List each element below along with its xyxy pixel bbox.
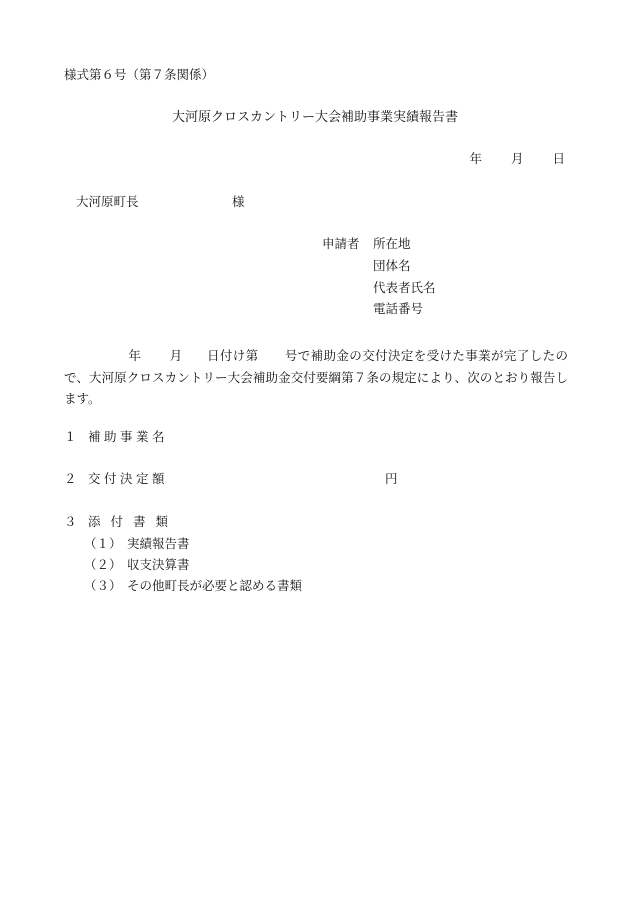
item-number-3: ３ (64, 514, 77, 529)
applicant-label: 申請者 (322, 236, 360, 251)
date-month: 月 (510, 151, 524, 166)
body-text: 号で補助金の交付決定を受けた事業が完了したので、大河原クロスカントリー大会補助金交付要綱第７条の規定により、次のとおり報告します。 (64, 348, 568, 406)
date-year: 年 (469, 151, 482, 166)
form-number: 様式第６号（第７条関係） (64, 67, 215, 82)
item-unit-yen: 円 (385, 471, 398, 486)
item-number-1: １ (64, 429, 77, 444)
document-title: 大河原クロスカントリー大会補助事業実績報告書 (171, 110, 458, 125)
item-label-attachments (88, 516, 178, 529)
date-day: 日 (552, 151, 565, 166)
attachments-heading: 添付書類 (88, 514, 179, 529)
item-label-project-name: 補助事業名 (88, 429, 169, 444)
applicant-field-representative: 代表者氏名 (373, 280, 436, 295)
applicant-field-organization: 団体名 (373, 258, 411, 273)
body-year: 年 (128, 348, 142, 363)
body-month: 月 (169, 348, 183, 363)
attachment-number-3: （３） (84, 578, 122, 593)
attachment-label-3: その他町長が必要と認める書類 (127, 578, 303, 593)
applicant-field-address: 所在地 (373, 236, 411, 251)
addressee-honorific: 様 (232, 194, 245, 209)
report-body-text (64, 345, 568, 410)
date-line (469, 153, 565, 166)
attachment-number-2: （２） (84, 557, 122, 572)
attachment-number-1: （１） (84, 536, 122, 551)
applicant-field-phone: 電話番号 (373, 301, 424, 316)
addressee-name: 大河原町長 (76, 194, 139, 209)
attachment-label-2: 収支決算書 (127, 557, 190, 572)
item-number-2: ２ (64, 471, 77, 486)
body-day-part: 日付け第 (206, 348, 259, 363)
item-label-grant-amount: 交付決定額 (88, 471, 169, 486)
attachment-label-1: 実績報告書 (127, 536, 190, 551)
